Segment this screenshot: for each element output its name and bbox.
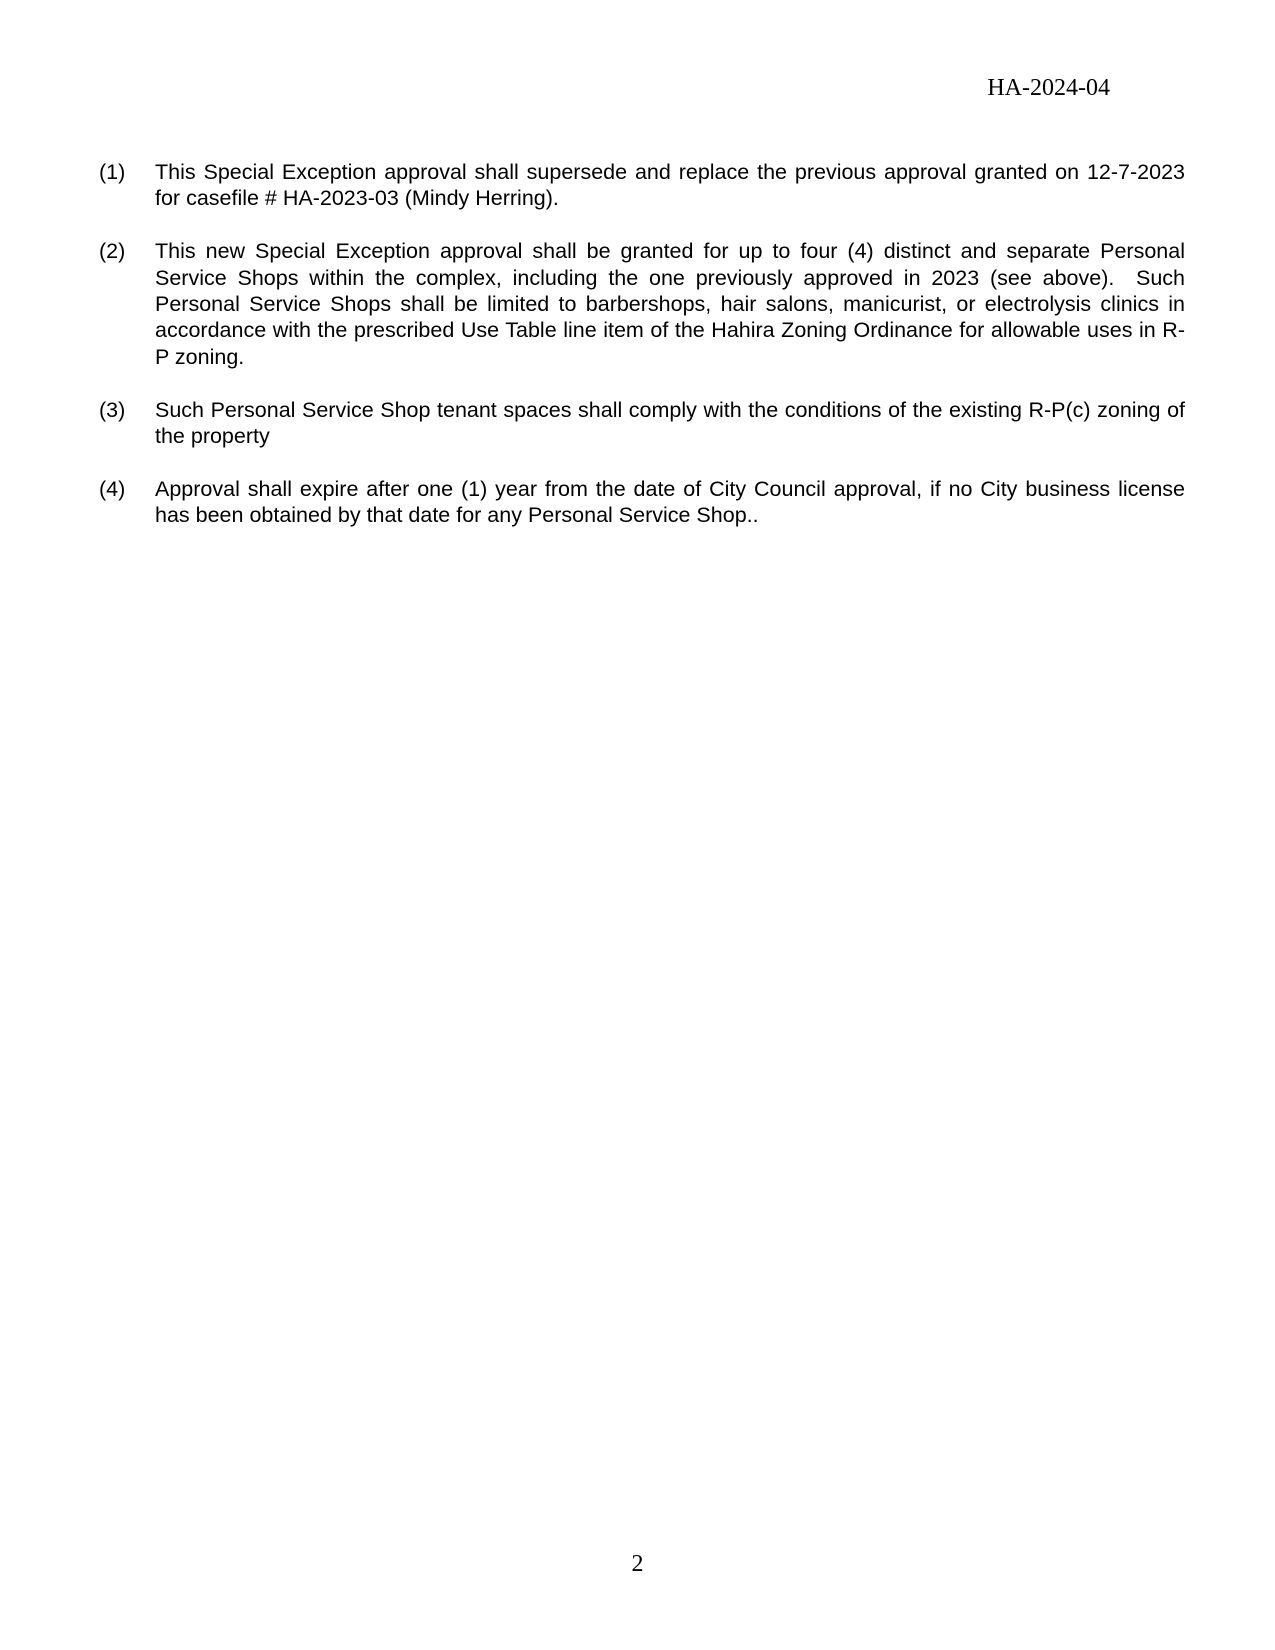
- condition-number: (4): [99, 476, 126, 501]
- condition-text: Approval shall expire after one (1) year from the date of City Council approval, if no City business license has been obtained by that date for any Personal Service Shop..: [155, 476, 1191, 528]
- page-number: 2: [631, 1551, 644, 1577]
- condition-number: (1): [99, 160, 126, 184]
- condition-text: This Special Exception approval shall supersede and replace the previous approval granted on 12-7-2023 for casefile # HA-2023-03 (Mindy Herring).: [155, 160, 1191, 211]
- condition-text: This new Special Exception approval shall be granted for up to four (4) distinct and separate Personal Service Shops within the complex, including the one previously approved in 2023 (see above). Such Personal Service Shops shall be limited to barbershops, hair salons, manicurist, or electrolysis clinics in accordance with the prescribed Use Table line item of the Hahira Zoning Ordinance for allowable uses in R-P zoning.: [155, 239, 1191, 369]
- condition-item: [99, 476, 1191, 529]
- condition-text: Such Personal Service Shop tenant spaces shall comply with the conditions of the existing R-P(c) zoning of the property: [155, 397, 1191, 449]
- condition-number: (3): [99, 397, 126, 422]
- case-number: HA-2024-04: [987, 75, 1110, 101]
- conditions-list: [99, 159, 1191, 555]
- condition-item: [99, 238, 1191, 370]
- condition-item: [99, 159, 1191, 212]
- condition-item: [99, 397, 1191, 450]
- condition-number: (2): [99, 239, 126, 264]
